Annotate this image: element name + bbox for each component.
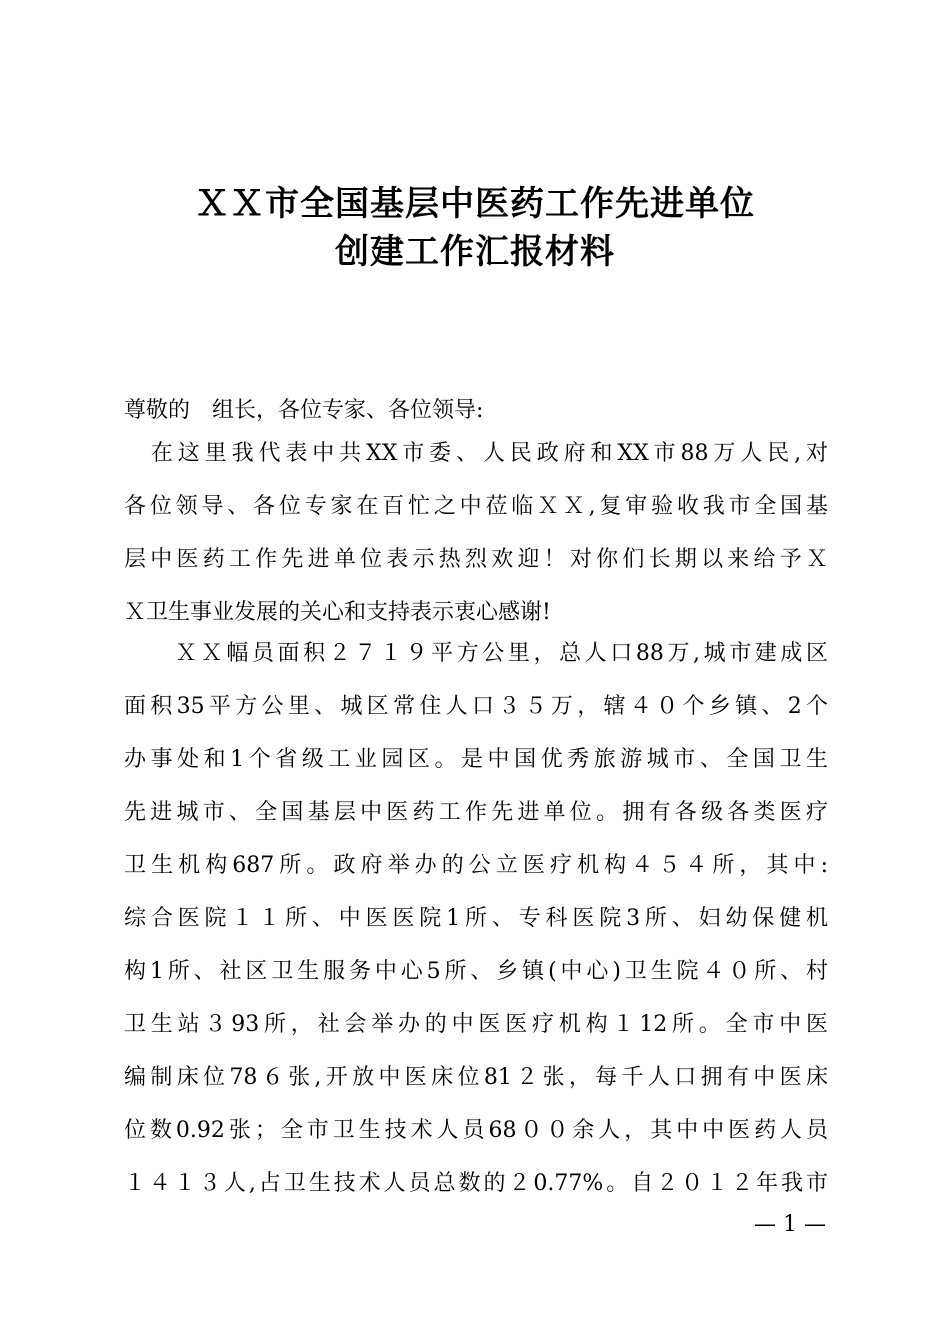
paragraph-line: 卫生机构687所。政府举办的公立医疗机构４５４所，其中: [124, 853, 828, 878]
document-title-line-2: 创建工作汇报材料 [335, 232, 615, 272]
paragraph-line: 构1所、社区卫生服务中心5所、乡镇(中心)卫生院４０所、村 [124, 959, 828, 984]
paragraph-line: 卫生站３93所，社会举办的中医医疗机构１12所。全市中医 [124, 1012, 828, 1037]
paragraph-line: １４１３人,占卫生技术人员总数的２0.77%。自２０１２年我市 [124, 1171, 828, 1196]
paragraph-1 [124, 427, 828, 639]
salutation: 尊敬的 组长，各位专家、各位领导: [124, 398, 484, 423]
paragraph-line: 层中医药工作先进单位表示热烈欢迎！对你们长期以来给予Ｘ [124, 547, 828, 572]
page-number: — 1 — [754, 1212, 826, 1237]
paragraph-line: 面积35平方公里、城区常住人口３５万，辖４０个乡镇、2个 [124, 694, 828, 719]
paragraph-line: 位数0.92张；全市卫生技术人员68００余人，其中中医药人员 [124, 1118, 828, 1143]
paragraph-line: 综合医院１１所、中医医院1所、专科医院3所、妇幼保健机 [124, 906, 828, 931]
paragraph-line: 各位领导、各位专家在百忙之中莅临ＸＸ,复审验收我市全国基 [124, 494, 828, 519]
paragraph-line: 编制床位78６张,开放中医床位81２张，每千人口拥有中医床 [124, 1065, 828, 1090]
paragraph-line: Ｘ卫生事业发展的关心和支持表示衷心感谢! [124, 600, 551, 625]
paragraph-line: 办事处和1个省级工业园区。是中国优秀旅游城市、全国卫生 [124, 747, 828, 772]
paragraph-2 [124, 627, 828, 1210]
document-title-line-1: ＸＸ市全国基层中医药工作先进单位 [195, 184, 755, 224]
paragraph-line: 在这里我代表中共XX市委、人民政府和XX市88万人民,对 [124, 441, 828, 466]
paragraph-line: ＸＸ幅员面积２７１９平方公里，总人口88万,城市建成区 [124, 641, 828, 666]
paragraph-line: 先进城市、全国基层中医药工作先进单位。拥有各级各类医疗 [124, 800, 828, 825]
